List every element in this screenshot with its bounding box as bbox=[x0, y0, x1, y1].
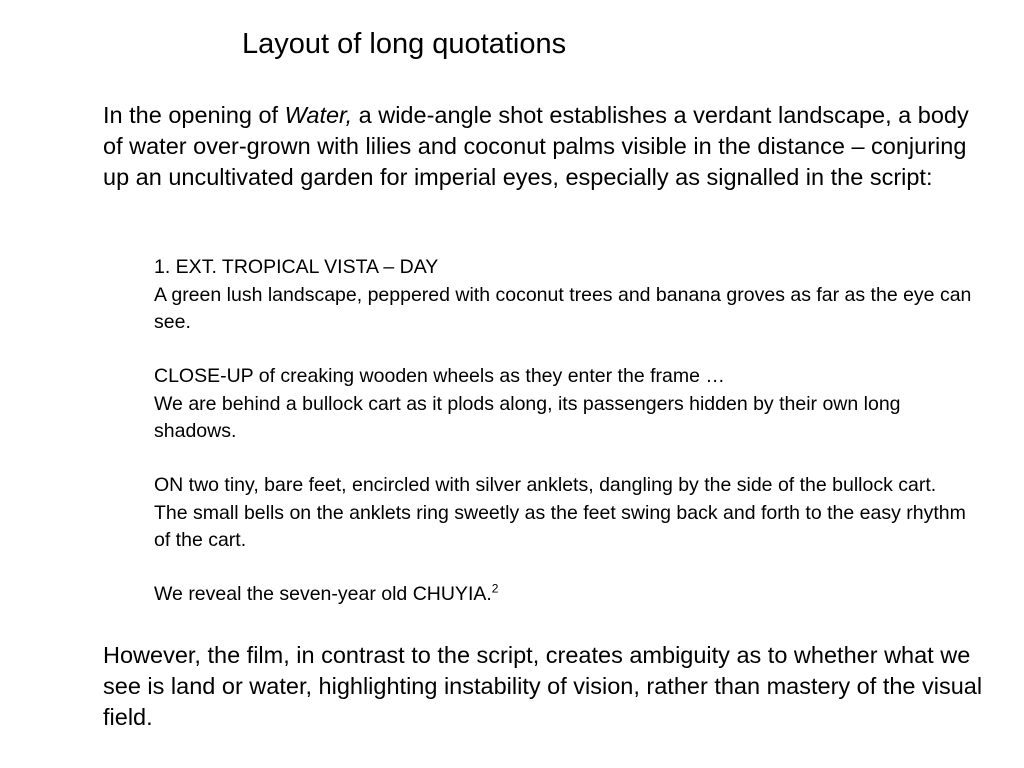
reveal-text: We reveal the seven-year old CHUYIA. bbox=[154, 583, 492, 605]
quote-block-3 bbox=[154, 472, 974, 555]
intro-paragraph bbox=[103, 100, 983, 193]
quote-heading-scene: 1. EXT. TROPICAL VISTA – DAY bbox=[154, 256, 439, 278]
quote-block-1 bbox=[154, 254, 974, 337]
quote-text-feet: ON two tiny, bare feet, encircled with silver anklets, dangling by the side of the bullock cart. The small bells on the anklets ring sweetly as the feet swing back and forth to the easy rhythm of the cart. bbox=[154, 474, 966, 551]
intro-text-end: a wide-angle shot establishes a verdant landscape, a body of water over-grown with lilies and coconut palms visible in the distance – conjuring up an uncultivated garden for imperial eyes, especially as signalled in the script: bbox=[103, 102, 969, 190]
closing-paragraph: However, the film, in contrast to the script, creates ambiguity as to whether what we see is land or water, highlighting instability of vision, rather than mastery of the visual field. bbox=[103, 642, 983, 730]
quote-text-reveal bbox=[154, 581, 974, 609]
footnote-marker: 2 bbox=[491, 581, 499, 596]
slide-title: Layout of long quotations bbox=[242, 28, 567, 60]
quote-text-bullock-cart: We are behind a bullock cart as it plods along, its passengers hidden by their own long shadows. bbox=[154, 392, 901, 442]
intro-text-start: In the opening of bbox=[103, 102, 285, 128]
quote-block-2 bbox=[154, 363, 974, 446]
quote-block-4 bbox=[154, 581, 974, 609]
quote-text-landscape: A green lush landscape, peppered with coconut trees and banana groves as far as the eye can see. bbox=[154, 283, 972, 333]
quote-heading-closeup: CLOSE-UP of creaking wooden wheels as they enter the frame … bbox=[154, 365, 725, 387]
film-title-italic: Water, bbox=[284, 102, 353, 128]
